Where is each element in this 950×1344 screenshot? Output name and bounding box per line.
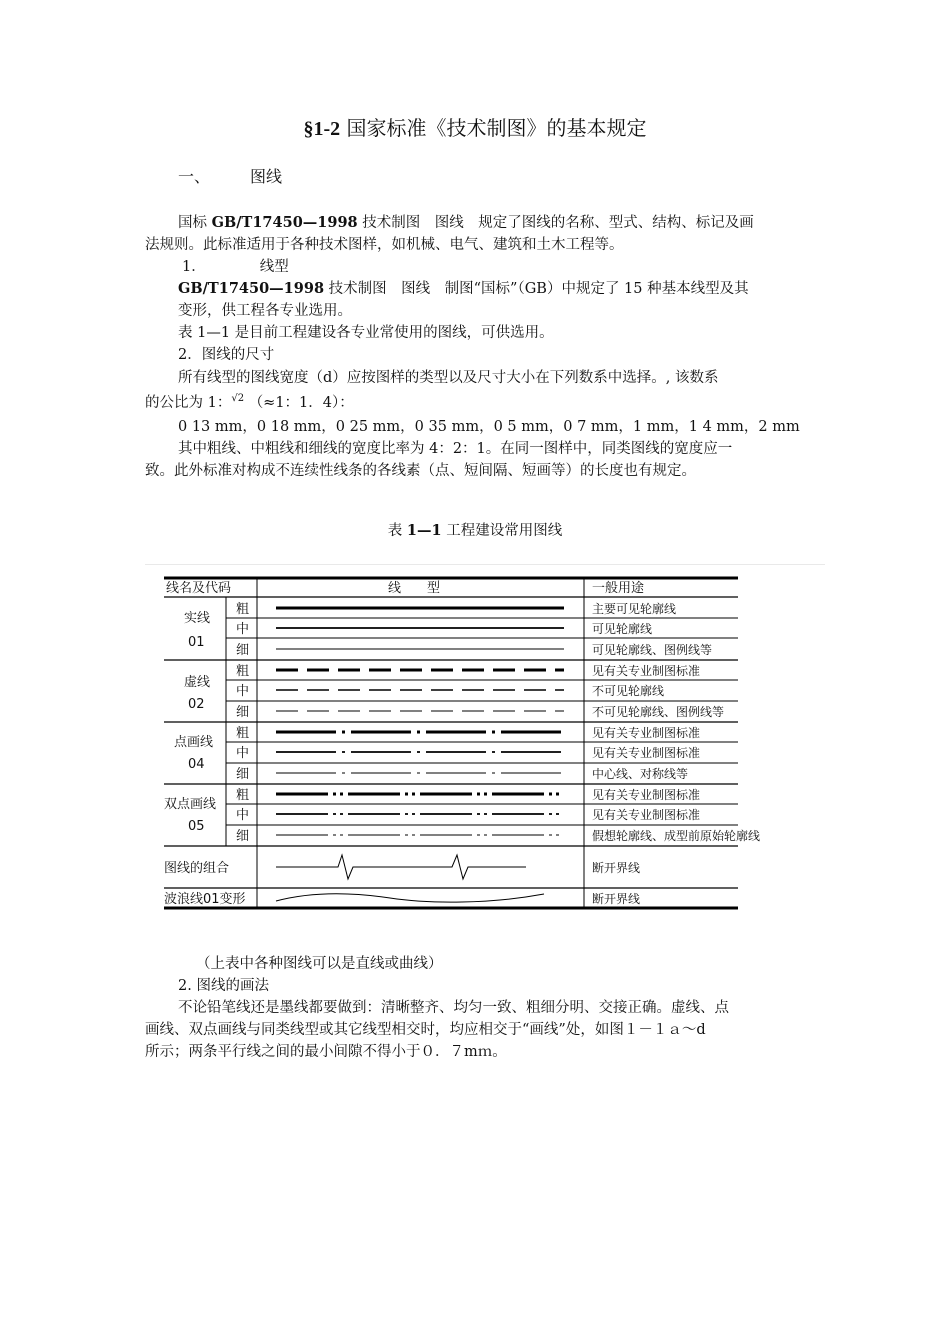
- use-11: 见有关专业制图标准: [592, 808, 701, 822]
- width-medium-4: 中: [236, 808, 250, 823]
- line-types-table: [160, 574, 761, 914]
- use-4: 见有关专业制图标准: [592, 664, 701, 678]
- width-thin-3: 细: [236, 767, 250, 782]
- para6-line-3: 所示；两条平行线之间的最小间隙不得小于０．７mｍ。: [145, 1044, 507, 1060]
- group-dashed-code: 02: [188, 697, 205, 712]
- group-solid-code: 01: [188, 635, 205, 650]
- use-1: 主要可见轮廓线: [592, 602, 677, 616]
- para5-line-1: 其中粗线、中粗线和细线的宽度比率为 4：2：1。在同一图样中，同类图线的宽度应一: [178, 441, 733, 457]
- group-dashed-name: 虚线: [184, 675, 211, 690]
- use-12: 假想轮廓线、成型前原始轮廓线: [592, 829, 761, 843]
- group-solid-name: 实线: [184, 611, 211, 626]
- use-7: 见有关专业制图标准: [592, 726, 701, 740]
- para6-line-1: 不论铅笔线还是墨线都要做到：清晰整齐、均匀一致、粗细分明、交接正确。虚线、点: [178, 1000, 729, 1016]
- divider: [145, 564, 825, 565]
- use-6: 不可见轮廓线、图例线等: [592, 705, 725, 719]
- use-9: 中心线、对称线等: [592, 767, 689, 781]
- group-dot-dash-code: 04: [188, 757, 205, 772]
- table-caption-number: 1—1: [406, 522, 442, 539]
- section-number: §1-2: [303, 118, 341, 140]
- table-caption: [0, 520, 950, 542]
- subsection-2: 2．图线的尺寸: [178, 347, 275, 363]
- width-thick-4: 粗: [236, 788, 250, 803]
- para2-line-1: [178, 278, 749, 300]
- para2-rest: 技术制图 图线 制图“国标”（GB）中规定了 15 种基本线型及其: [328, 281, 749, 297]
- width-thin-2: 细: [236, 705, 250, 720]
- group-double-dot-code: 05: [188, 819, 205, 834]
- width-medium-3: 中: [236, 746, 250, 761]
- intro-line-2: 法规则。此标准适用于各种技术图样，如机械、电气、建筑和土木工程等。: [145, 237, 624, 253]
- header-type: 线 型: [388, 581, 441, 596]
- subsection-1-title: 线型: [259, 259, 289, 275]
- para3: 表 1—1 是目前工程建设各专业常使用的图线，可供选用。: [178, 325, 554, 341]
- use-10: 见有关专业制图标准: [592, 788, 701, 802]
- page-title: [0, 112, 950, 141]
- section-heading-title: 图线: [250, 167, 283, 186]
- width-thin-4: 细: [236, 829, 250, 844]
- subsection-1: [182, 256, 289, 278]
- section-heading: [178, 166, 282, 188]
- use-combo: 断开界线: [592, 861, 641, 875]
- table-caption-text: 工程建设常用图线: [446, 523, 563, 539]
- intro-lead: 国标: [178, 215, 207, 231]
- table-caption-prefix: 表: [387, 523, 403, 539]
- width-thin-1: 细: [236, 643, 250, 658]
- wave-name: 波浪线01变形: [164, 892, 246, 907]
- ratio-text: 的公比为 1：: [145, 395, 232, 411]
- use-3: 可见轮廓线、图例线等: [592, 643, 713, 657]
- para5-line-2: 致。此外标准对构成不连续性线条的各线素（点、短间隔、短画等）的长度也有规定。: [145, 463, 696, 479]
- para2-line-2: 变形，供工程各专业选用。: [178, 303, 352, 319]
- width-thick-3: 粗: [236, 726, 250, 741]
- width-medium-2: 中: [236, 684, 250, 699]
- sqrt-two: √2: [231, 393, 245, 404]
- section-heading-number: 一、: [178, 167, 211, 186]
- use-wave: 断开界线: [592, 892, 641, 906]
- width-series: 0 13 mm，0 18 mm，0 25 mm，0 35 mm，0 5 mm，0 7 mm，1 mm，1 4 mm，2 mm: [178, 419, 800, 435]
- intro-rest: 技术制图 图线 规定了图线的名称、型式、结构、标记及画: [362, 215, 754, 231]
- header-name: 线名及代码: [166, 581, 232, 596]
- table-note: （上表中各种图线可以是直线或曲线）: [196, 956, 443, 972]
- combo-name: 图线的组合: [164, 861, 230, 876]
- subsection-3: 2. 图线的画法: [178, 978, 269, 994]
- width-thick-1: 粗: [236, 602, 250, 617]
- para4-line-2: [145, 392, 354, 416]
- width-thick-2: 粗: [236, 664, 250, 679]
- width-medium-1: 中: [236, 622, 250, 637]
- ratio-approx: （≈1：1．4）：: [248, 395, 354, 411]
- group-double-dot-name: 双点画线: [164, 797, 217, 812]
- use-5: 不可见轮廓线: [592, 684, 665, 698]
- break-line-sample: [276, 855, 526, 879]
- subsection-1-number: 1．: [182, 259, 206, 275]
- use-8: 见有关专业制图标准: [592, 746, 701, 760]
- standard-code: GB/T17450—1998: [211, 214, 358, 231]
- standard-code-2: GB/T17450—1998: [178, 280, 325, 297]
- section-title: 国家标准《技术制图》的基本规定: [346, 116, 647, 140]
- para4-line-1: 所有线型的图线宽度（d）应按图样的类型以及尺寸大小在下列数系中选择。, 该数系: [178, 370, 719, 386]
- wavy-line-sample: [276, 894, 544, 902]
- group-dot-dash-name: 点画线: [174, 735, 214, 750]
- use-2: 可见轮廓线: [592, 622, 653, 636]
- header-use: 一般用途: [592, 581, 645, 596]
- para6-line-2: 画线、双点画线与同类线型或其它线型相交时，均应相交于“画线”处，如图１－１ａ～d: [145, 1022, 706, 1038]
- intro-line-1: [178, 212, 754, 234]
